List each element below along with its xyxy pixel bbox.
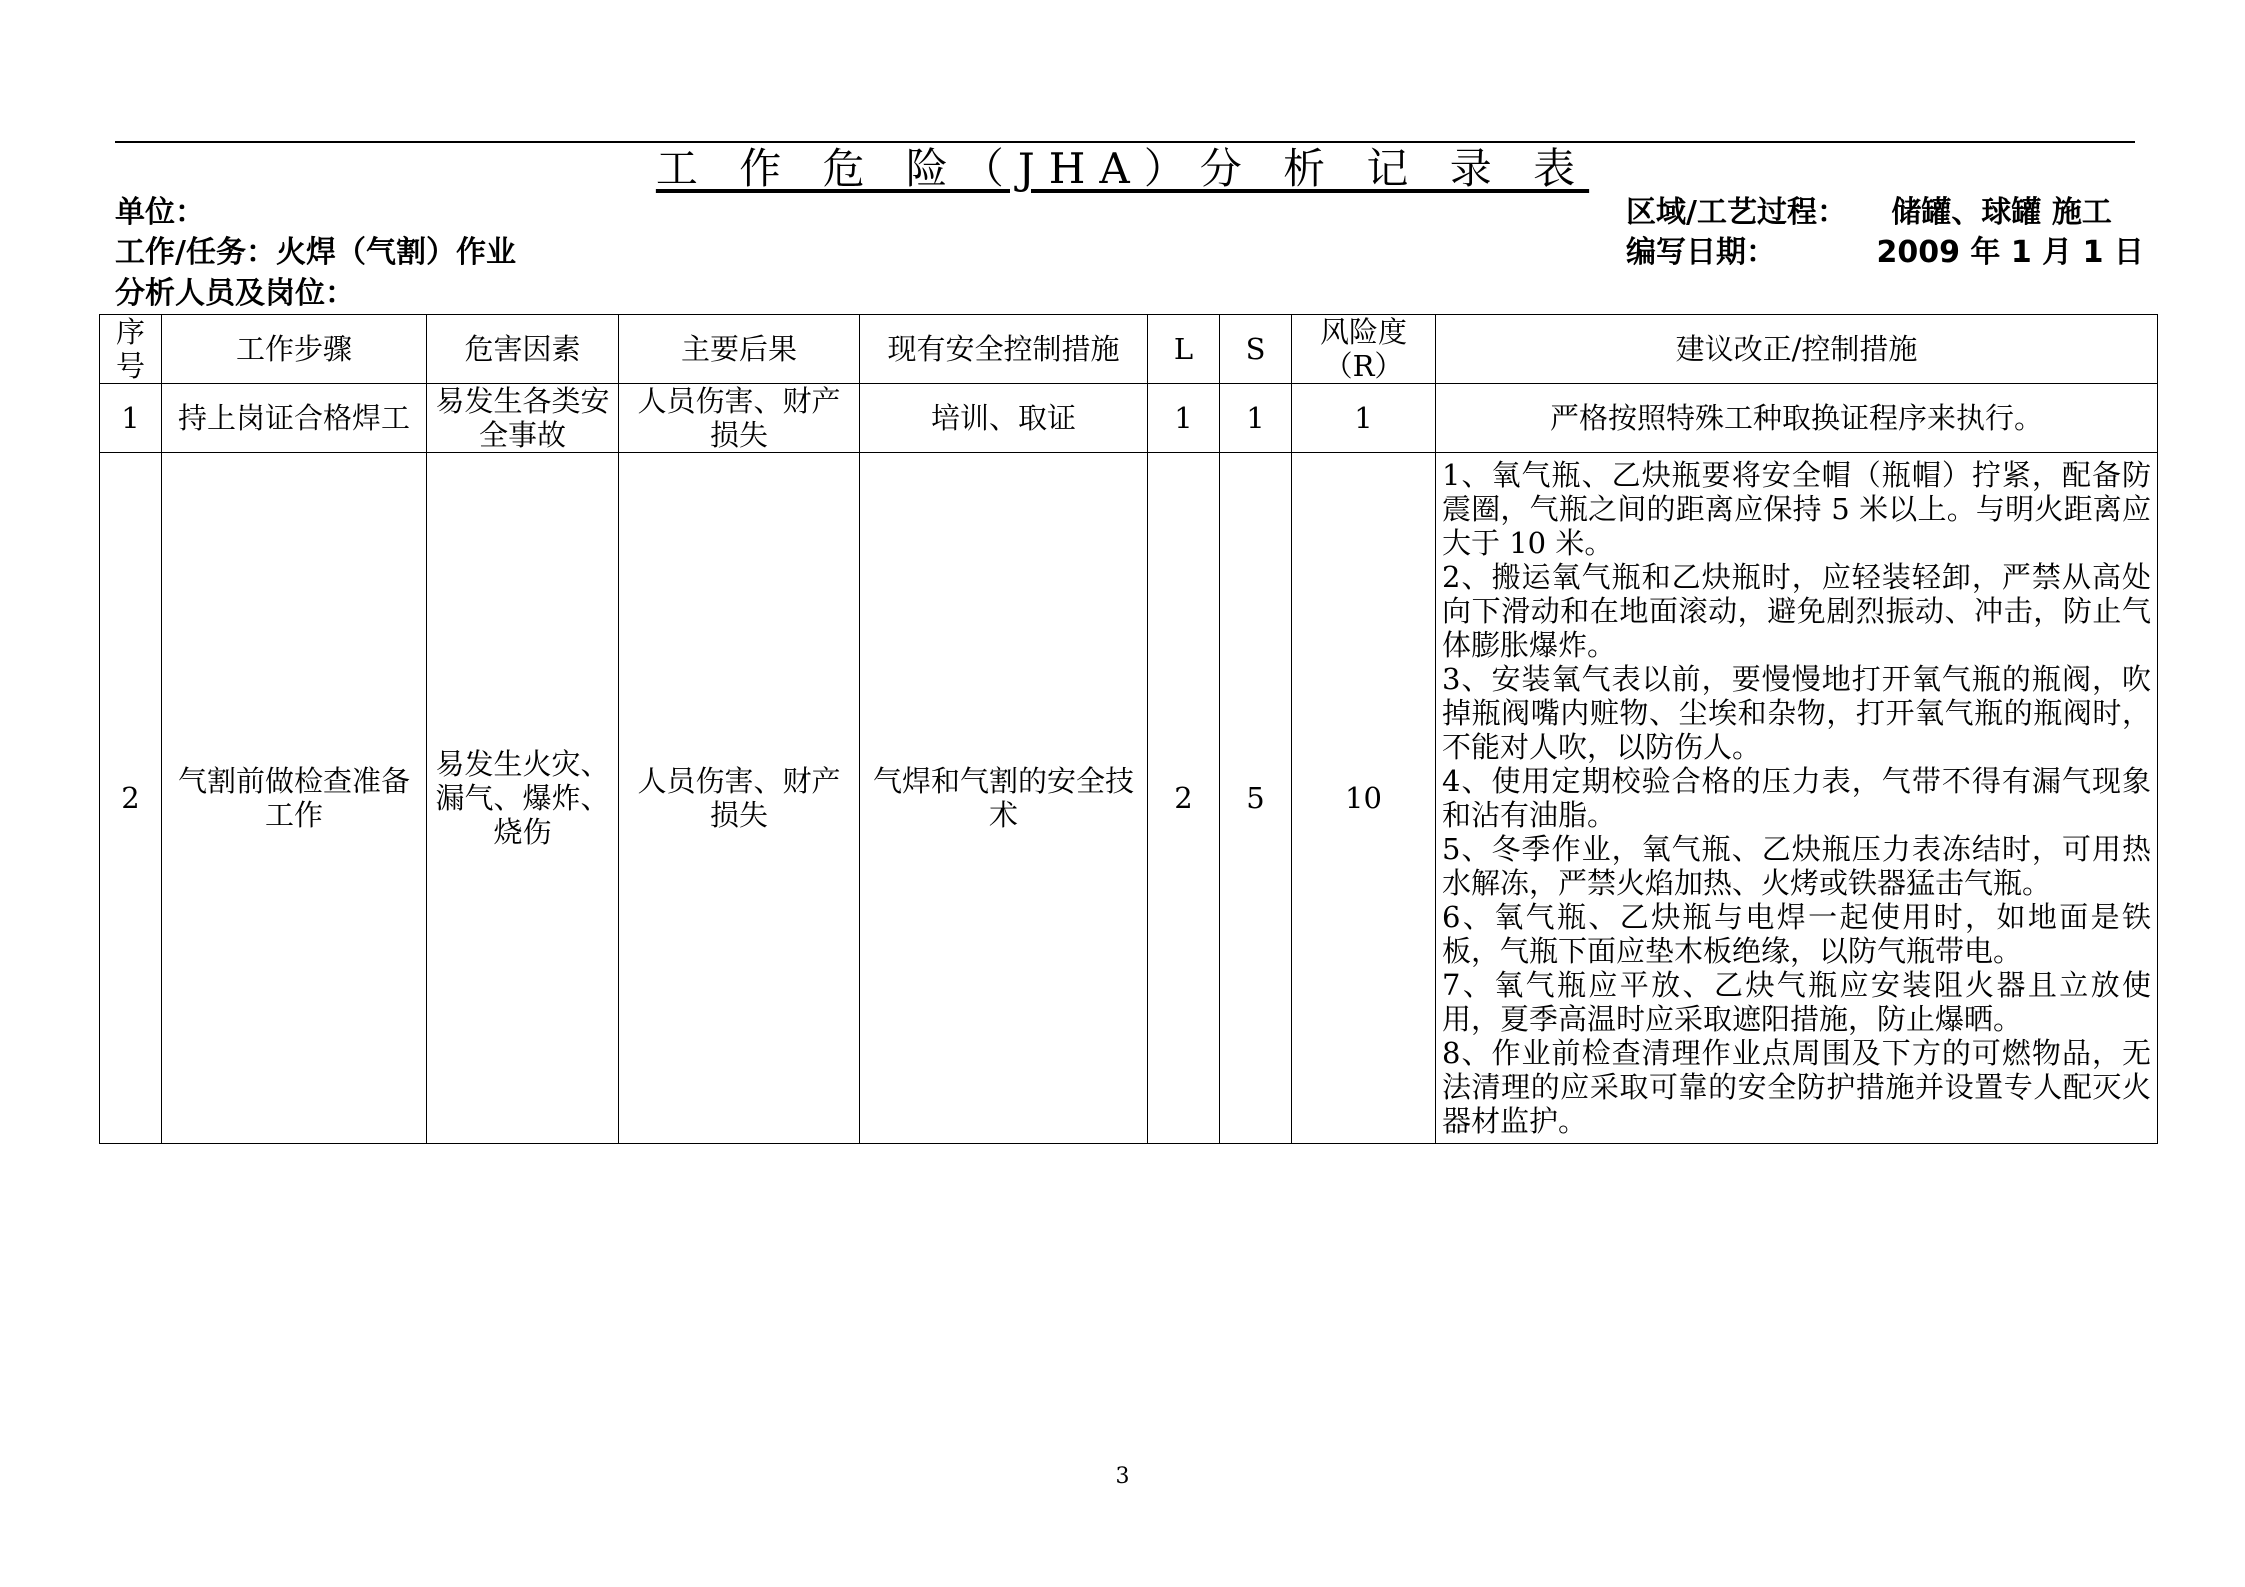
task-label: 工作/任务： — [115, 235, 276, 270]
row-hazard: 易发生各类安全事故 — [427, 384, 619, 453]
row-step: 持上岗证合格焊工 — [162, 384, 427, 453]
measure-item: 3、安装氧气表以前，要慢慢地打开氧气瓶的瓶阀，吹掉瓶阀嘴内赃物、尘埃和杂物，打开氧气瓶的瓶阀时，不能对人吹，以防伤人。 — [1442, 662, 2151, 764]
table-header-row — [100, 315, 2158, 384]
row-no: 1 — [100, 384, 162, 453]
header-risk: 风险度（R） — [1292, 315, 1436, 384]
date-value: 2009 年 1 月 1 日 — [1876, 235, 2144, 270]
date-label: 编写日期： — [1626, 235, 1776, 270]
header-hazard: 危害因素 — [427, 315, 619, 384]
row-s: 5 — [1220, 453, 1292, 1144]
measure-item: 5、冬季作业，氧气瓶、乙炔瓶压力表冻结时，可用热水解冻，严禁火焰加热、火烤或铁器猛击气瓶。 — [1442, 832, 2151, 900]
page-number: 3 — [1115, 1464, 1130, 1489]
area-line — [1626, 193, 2112, 233]
measure-item: 6、氧气瓶、乙炔瓶与电焊一起使用时，如地面是铁板，气瓶下面应垫木板绝缘，以防气瓶带电。 — [1442, 900, 2151, 968]
table-row — [100, 453, 2158, 1144]
measure-item: 4、使用定期校验合格的压力表，气带不得有漏气现象和沾有油脂。 — [1442, 764, 2151, 832]
row-s: 1 — [1220, 384, 1292, 453]
unit-label: 单位： — [115, 195, 205, 230]
row-risk: 10 — [1292, 453, 1436, 1144]
jha-table — [99, 314, 2158, 1144]
row-consequence: 人员伤害、财产损失 — [619, 384, 860, 453]
analyst-line — [115, 274, 355, 314]
page-title — [0, 142, 2245, 196]
row-control: 气焊和气割的安全技术 — [860, 453, 1148, 1144]
analyst-label: 分析人员及岗位： — [115, 276, 355, 311]
row-measures — [1436, 453, 2158, 1144]
table-row — [100, 384, 2158, 453]
header-control: 现有安全控制措施 — [860, 315, 1148, 384]
row-measures: 严格按照特殊工种取换证程序来执行。 — [1436, 384, 2158, 453]
row-l: 2 — [1148, 453, 1220, 1144]
measure-item: 2、搬运氧气瓶和乙炔瓶时，应轻装轻卸，严禁从高处向下滑动和在地面滚动，避免剧烈振动、冲击，防止气体膨胀爆炸。 — [1442, 560, 2151, 662]
row-hazard: 易发生火灾、漏气、爆炸、烧伤 — [427, 453, 619, 1144]
area-label: 区域/工艺过程： — [1626, 195, 1847, 230]
header-consequence: 主要后果 — [619, 315, 860, 384]
header-s: S — [1220, 315, 1292, 384]
date-line — [1626, 233, 2144, 273]
header-l: L — [1148, 315, 1220, 384]
row-step: 气割前做检查准备工作 — [162, 453, 427, 1144]
row-l: 1 — [1148, 384, 1220, 453]
header-no: 序号 — [100, 315, 162, 384]
row-control: 培训、取证 — [860, 384, 1148, 453]
row-risk: 1 — [1292, 384, 1436, 453]
header-step: 工作步骤 — [162, 315, 427, 384]
page-title-text: 工 作 危 险（JHA）分 析 记 录 表 — [655, 144, 1590, 193]
measure-item: 8、作业前检查清理作业点周围及下方的可燃物品，无法清理的应采取可靠的安全防护措施并设置专人配灭火器材监护。 — [1442, 1036, 2151, 1138]
area-value: 储罐、球罐 施工 — [1891, 195, 2112, 230]
row-no: 2 — [100, 453, 162, 1144]
header-measures: 建议改正/控制措施 — [1436, 315, 2158, 384]
task-value: 火焊（气割）作业 — [275, 235, 516, 270]
measure-item: 1、氧气瓶、乙炔瓶要将安全帽（瓶帽）拧紧，配备防震圈，气瓶之间的距离应保持 5 米以上。与明火距离应大于 10 米。 — [1442, 458, 2151, 560]
task-line — [115, 233, 516, 273]
row-consequence: 人员伤害、财产损失 — [619, 453, 860, 1144]
measure-item: 7、氧气瓶应平放、乙炔气瓶应安装阻火器且立放使用，夏季高温时应采取遮阳措施，防止爆晒。 — [1442, 968, 2151, 1036]
unit-line — [115, 193, 205, 233]
